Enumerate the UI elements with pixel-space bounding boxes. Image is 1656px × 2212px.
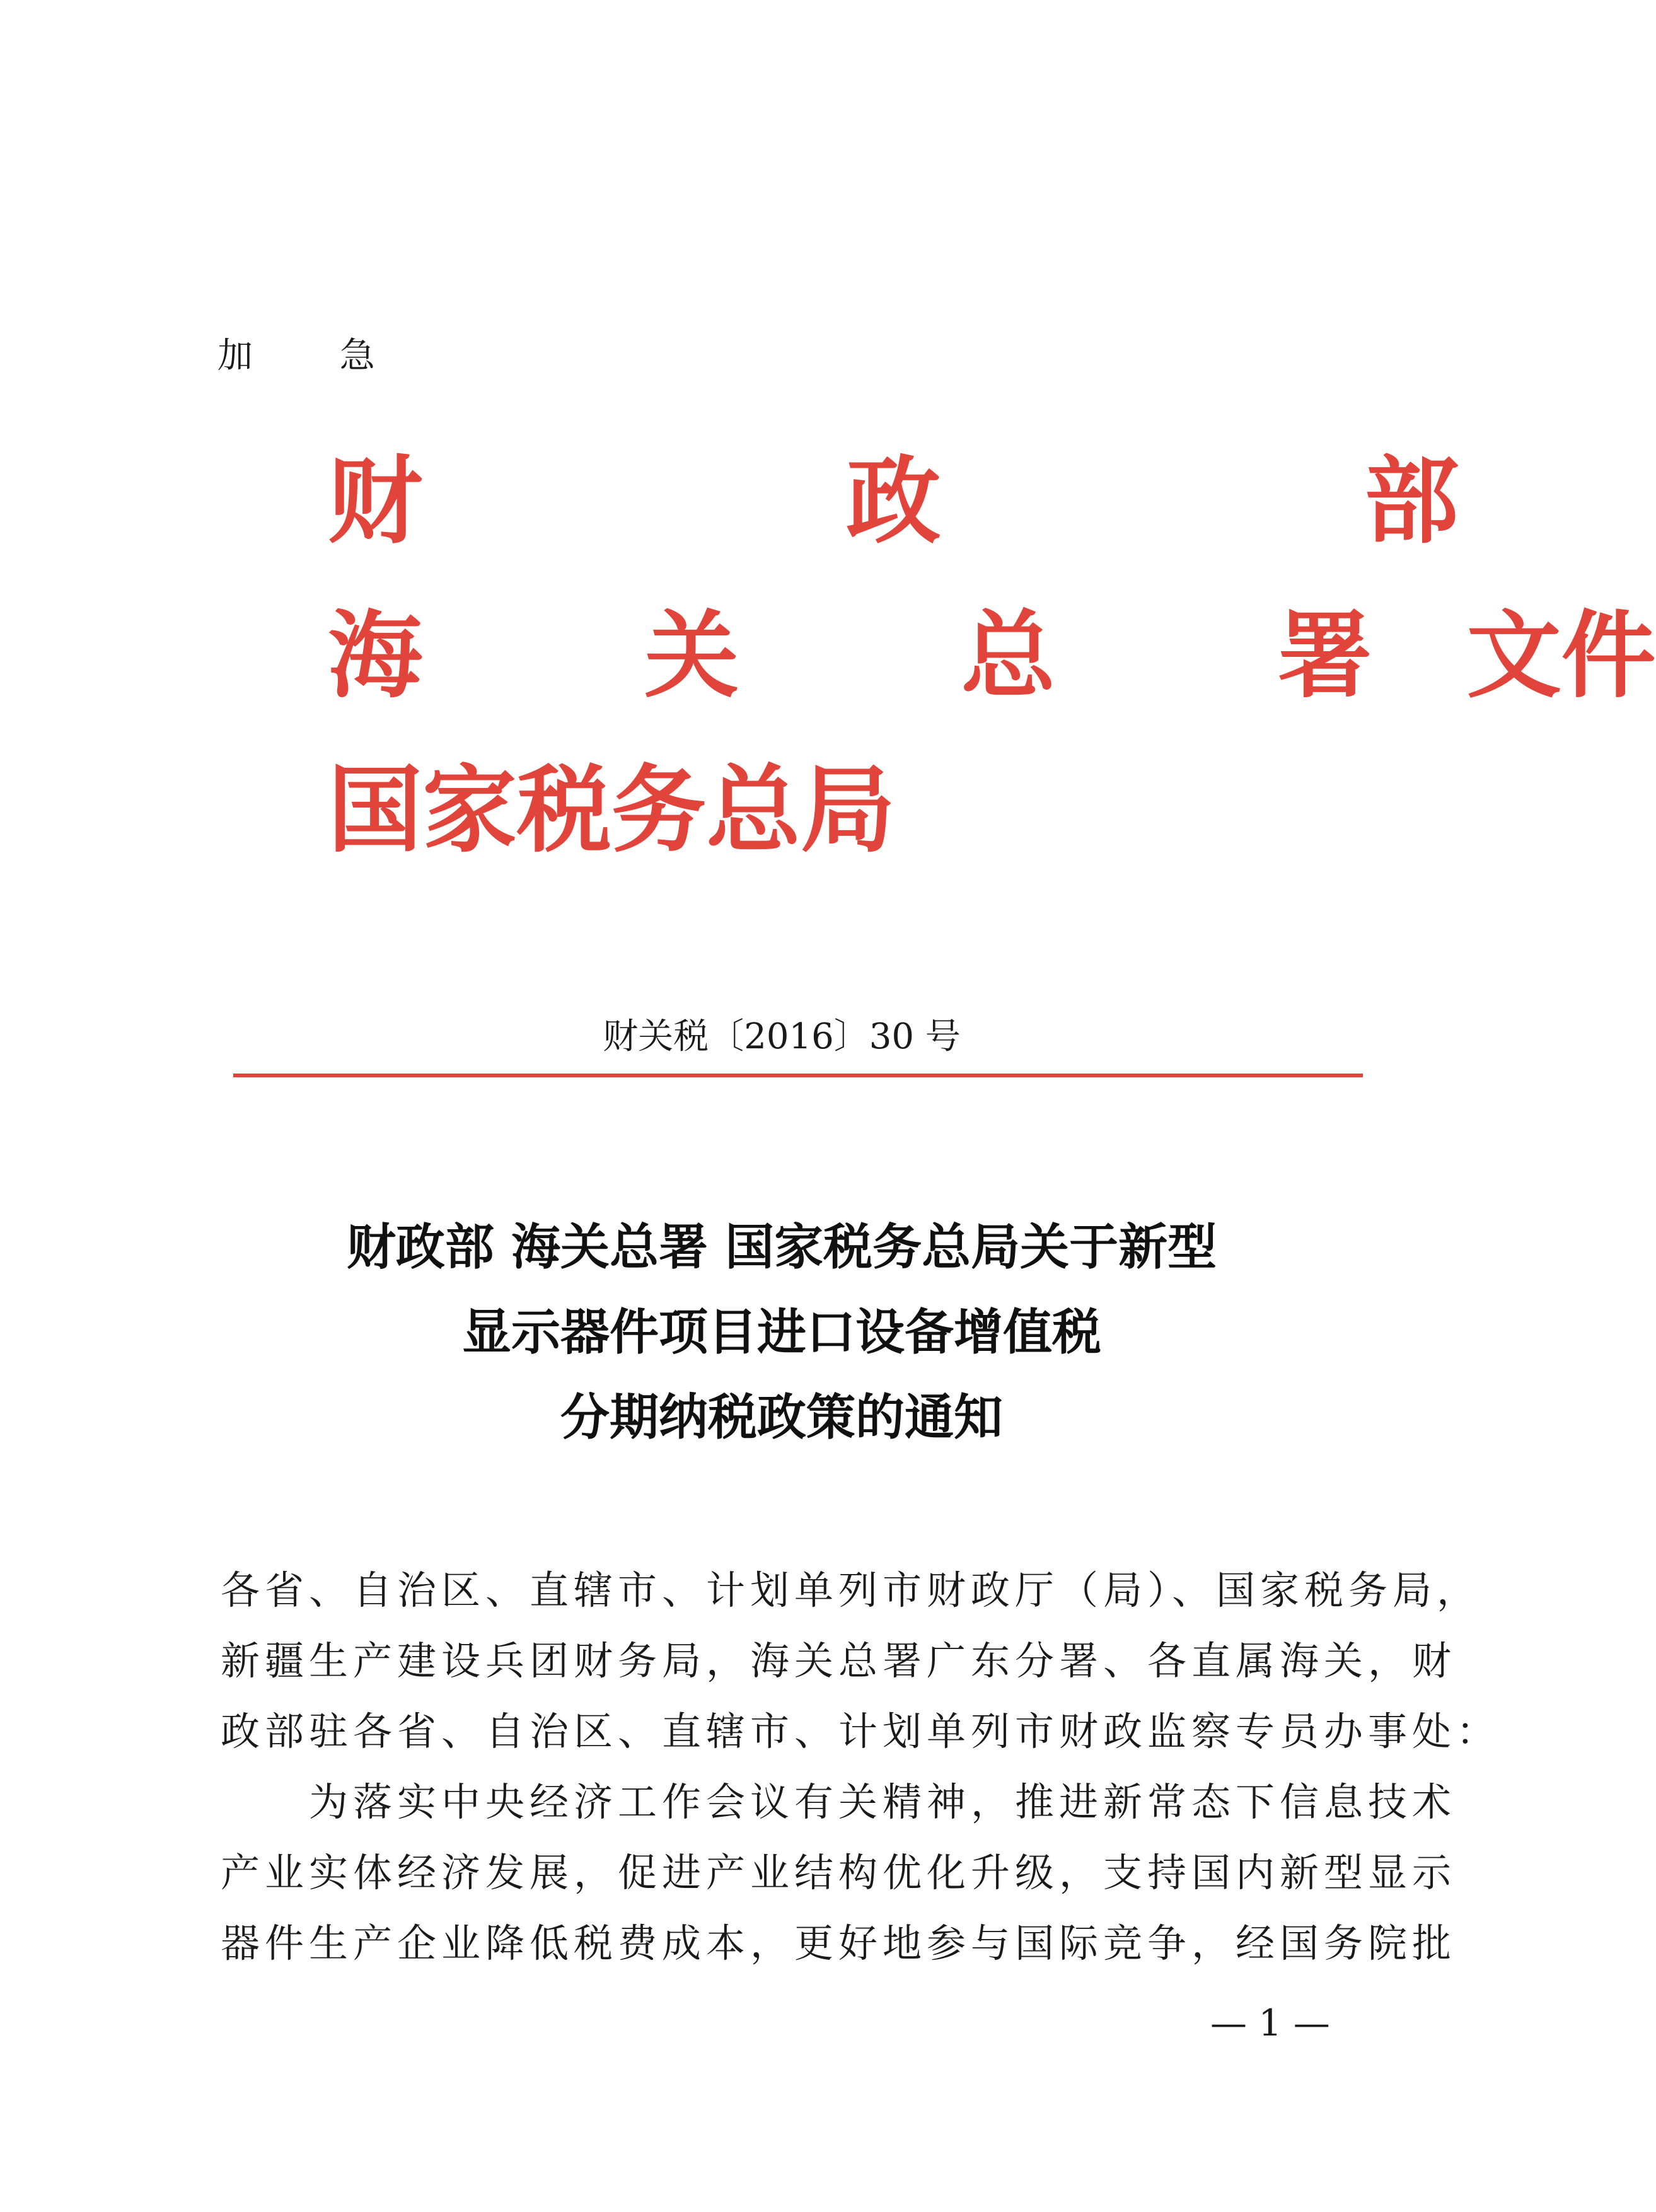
urgency-label: 加 急 — [217, 335, 413, 376]
title-line-2: 显示器件项目进口设备增值税 — [461, 1304, 1101, 1361]
body-line-1 — [221, 1779, 1457, 1825]
title-line-1: 财政部 海关总署 国家税务总局关于新型 — [346, 1219, 1217, 1276]
title-line-3: 分期纳税政策的通知 — [560, 1389, 1003, 1446]
body-line-3: 器件生产企业降低税费成本，更好地参与国际竞争，经国务院批 — [221, 1920, 1457, 1966]
addressees-line-1: 各省、自治区、直辖市、计划单列市财政厅（局）、国家税务局， — [221, 1567, 1481, 1613]
issuer-ministry-of-finance: 财 政 部 — [328, 446, 1655, 557]
body-line-1-text: 为落实中央经济工作会议有关精神，推进新常态下信息技术 — [309, 1779, 1457, 1825]
issuer-customs-line — [328, 600, 1656, 711]
addressees-line-2: 新疆生产建设兵团财务局，海关总署广东分署、各直属海关，财 — [221, 1638, 1457, 1684]
issuer-customs: 海 关 总 署 — [328, 600, 1467, 711]
body-line-2: 产业实体经济发展，促进产业结构优化升级，支持国内新型显示 — [221, 1850, 1457, 1896]
issuer-state-taxation: 国家税务总局 — [328, 755, 896, 866]
document-number: 财关税〔2016〕30 号 — [603, 1016, 961, 1057]
addressees-line-3: 政部驻各省、自治区、直辖市、计划单列市财政监察专员办事处： — [221, 1708, 1501, 1754]
page-number: — 1 — — [1210, 2001, 1330, 2044]
document-word: 文件 — [1466, 600, 1656, 711]
red-divider-line — [233, 1074, 1363, 1077]
